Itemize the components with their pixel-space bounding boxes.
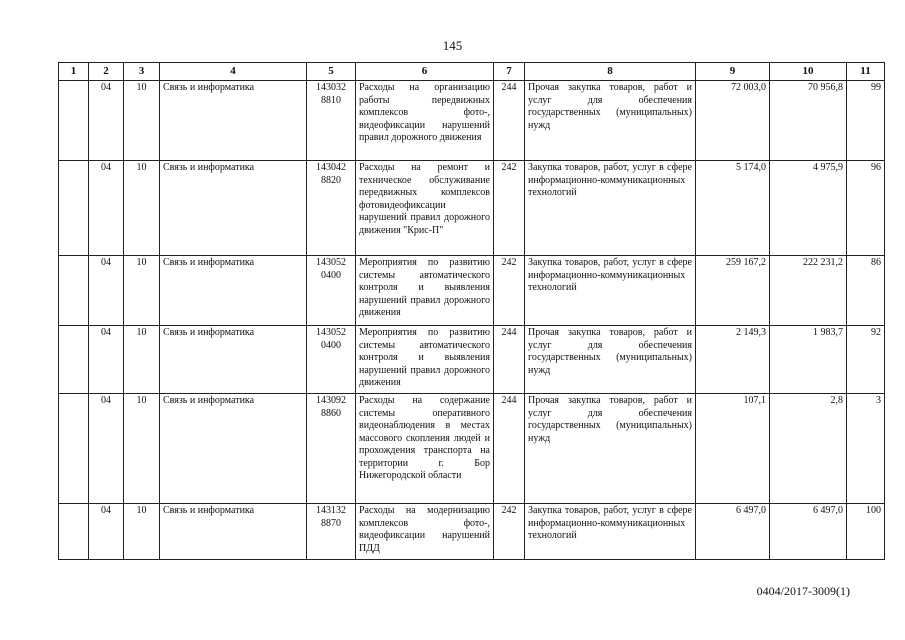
column-header: 7 [494,63,525,81]
cell-actual: 1 983,7 [770,326,847,394]
column-header: 10 [770,63,847,81]
cell-expense-type: 242 [494,161,525,256]
cell-percent: 99 [847,81,885,161]
cell-section: 04 [89,256,124,326]
cell-subsection: 10 [124,161,160,256]
cell-percent: 100 [847,504,885,560]
cell-actual: 70 956,8 [770,81,847,161]
page-number: 145 [442,38,463,53]
cell-percent: 96 [847,161,885,256]
cell-target-name: Расходы на ремонт и техническое обслуживание передвижных комплексов фотовидеофиксации нарушений правил дорожного движения "Крис-П" [356,161,494,256]
table-row [59,256,885,326]
table-row [59,326,885,394]
cell-col1 [59,394,89,504]
cell-percent: 92 [847,326,885,394]
cell-col1 [59,326,89,394]
cell-target-code: 143092 8860 [307,394,356,504]
cell-expense-type: 244 [494,81,525,161]
cell-expense-name: Закупка товаров, работ, услуг в сфере информационно-коммуникационных технологий [525,504,696,560]
cell-subsection: 10 [124,326,160,394]
cell-planned: 5 174,0 [696,161,770,256]
cell-actual: 222 231,2 [770,256,847,326]
cell-section-name: Связь и информатика [160,81,307,161]
cell-section-name: Связь и информатика [160,256,307,326]
column-header: 6 [356,63,494,81]
column-header: 9 [696,63,770,81]
cell-section: 04 [89,504,124,560]
cell-actual: 4 975,9 [770,161,847,256]
cell-section-name: Связь и информатика [160,161,307,256]
cell-subsection: 10 [124,394,160,504]
column-header: 11 [847,63,885,81]
cell-subsection: 10 [124,256,160,326]
cell-subsection: 10 [124,504,160,560]
cell-actual: 2,8 [770,394,847,504]
cell-target-code: 143052 0400 [307,326,356,394]
cell-section-name: Связь и информатика [160,326,307,394]
cell-planned: 6 497,0 [696,504,770,560]
cell-subsection: 10 [124,81,160,161]
cell-col1 [59,81,89,161]
cell-target-name: Мероприятия по развитию системы автоматического контроля и выявления нарушений правил дорожного движения [356,256,494,326]
cell-expense-name: Прочая закупка товаров, работ и услуг для обеспечения государственных (муниципальных) нужд [525,326,696,394]
cell-expense-name: Закупка товаров, работ, услуг в сфере информационно-коммуникационных технологий [525,161,696,256]
cell-expense-type: 244 [494,326,525,394]
cell-expense-name: Закупка товаров, работ, услуг в сфере информационно-коммуникационных технологий [525,256,696,326]
cell-section: 04 [89,81,124,161]
cell-actual: 6 497,0 [770,504,847,560]
column-header: 8 [525,63,696,81]
cell-col1 [59,161,89,256]
column-header: 5 [307,63,356,81]
cell-percent: 3 [847,394,885,504]
cell-planned: 2 149,3 [696,326,770,394]
cell-section: 04 [89,161,124,256]
cell-expense-name: Прочая закупка товаров, работ и услуг для обеспечения государственных (муниципальных) нужд [525,81,696,161]
cell-percent: 86 [847,256,885,326]
cell-section-name: Связь и информатика [160,394,307,504]
cell-expense-type: 242 [494,504,525,560]
cell-section-name: Связь и информатика [160,504,307,560]
table-row [59,394,885,504]
cell-target-code: 143132 8870 [307,504,356,560]
cell-section: 04 [89,394,124,504]
cell-col1 [59,256,89,326]
cell-target-name: Расходы на организацию работы передвижных комплексов фото-, видеофиксации нарушений правил дорожного движения [356,81,494,161]
cell-target-name: Мероприятия по развитию системы автоматического контроля и выявления нарушений правил дорожного движения [356,326,494,394]
cell-target-name: Расходы на содержание системы оперативного видеонаблюдения в местах массового скопления людей и прохождения транспорта на территории г. Бор Нижегородской области [356,394,494,504]
column-header: 1 [59,63,89,81]
table-row [59,161,885,256]
cell-target-code: 143042 8820 [307,161,356,256]
cell-target-code: 143032 8810 [307,81,356,161]
cell-planned: 107,1 [696,394,770,504]
cell-expense-type: 242 [494,256,525,326]
column-header: 3 [124,63,160,81]
budget-table [58,62,885,560]
column-header: 4 [160,63,307,81]
document-code: 0404/2017-3009(1) [756,584,850,598]
cell-planned: 72 003,0 [696,81,770,161]
table-row [59,504,885,560]
table-row [59,81,885,161]
cell-expense-type: 244 [494,394,525,504]
cell-planned: 259 167,2 [696,256,770,326]
cell-section: 04 [89,326,124,394]
cell-col1 [59,504,89,560]
column-header: 2 [89,63,124,81]
cell-target-code: 143052 0400 [307,256,356,326]
cell-target-name: Расходы на модернизацию комплексов фото-, видеофиксации нарушений ПДД [356,504,494,560]
table-header-row [59,63,885,81]
cell-expense-name: Прочая закупка товаров, работ и услуг для обеспечения государственных (муниципальных) нужд [525,394,696,504]
